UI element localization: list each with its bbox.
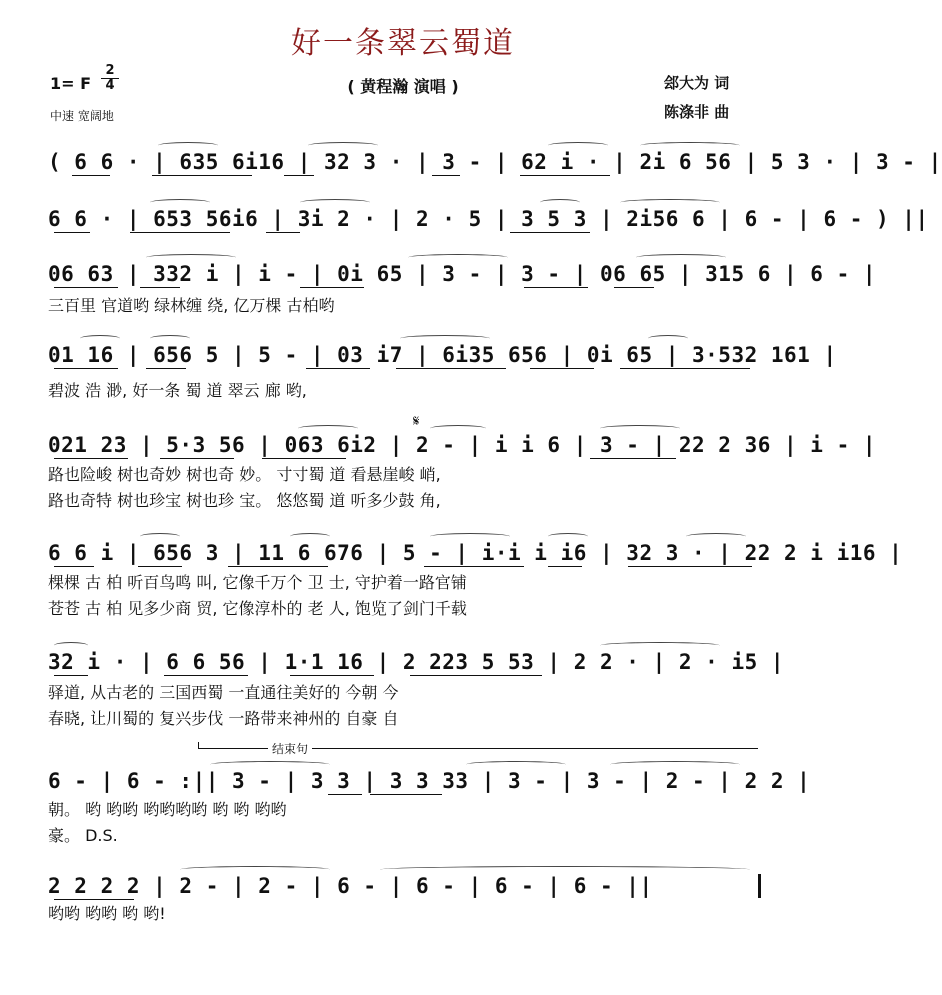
slur xyxy=(298,425,358,432)
beam xyxy=(54,287,118,288)
score-row-9 xyxy=(48,872,768,900)
beam xyxy=(54,368,118,369)
lyric-text: 碧波 浩 渺, 好一条 蜀 道 翠云 廊 哟, xyxy=(48,381,307,400)
lyric-text: 驿道, 从古老的 三国西蜀 一直通往美好的 今朝 今 xyxy=(48,683,399,702)
notation-line: 6 - | 6 - :|| 3 - | 3 3 | 3 3 33 | 3 - | 3 - | 2 - | 2 2 | xyxy=(48,769,811,793)
lyric-text: 棵棵 古 柏 听百鸟鸣 叫, 它像千万个 卫 士, 守护着一路官铺 xyxy=(48,573,467,592)
beam xyxy=(54,899,134,900)
beam xyxy=(614,287,654,288)
beam xyxy=(152,175,252,176)
notation-line: ( 6 6 · | 635 6i16 | 32 3 · | 3 - | 62 i · | 2i 6 56 | 5 3 · | 3 - | xyxy=(48,150,942,174)
lyric-line-1 xyxy=(48,296,768,316)
song-title: 好一条翠云蜀道 xyxy=(291,26,515,61)
slur xyxy=(640,142,740,149)
slur xyxy=(600,425,680,432)
notation-line: 6 6 · | 653 56i6 | 3i 2 · | 2 · 5 | 3 5 3 | 2i56 6 | 6 - | 6 - ) || xyxy=(48,207,929,231)
beam xyxy=(306,368,370,369)
lyric-text: 路也险峻 树也奇妙 树也奇 妙。 寸寸蜀 道 看悬崖峻 峭, xyxy=(48,465,441,484)
beam xyxy=(510,232,590,233)
beam xyxy=(290,675,374,676)
score-row-2 xyxy=(48,205,929,233)
score-row-7 xyxy=(48,648,785,676)
lyric-text: 春晓, 让川蜀的 复兴步伐 一路带来神州的 自豪 自 xyxy=(48,709,399,728)
notation-line: 2 2 2 2 | 2 - | 2 - | 6 - | 6 - | 6 - | 6 - || xyxy=(48,874,653,898)
slur xyxy=(430,425,486,432)
beam xyxy=(54,232,90,233)
slur xyxy=(610,761,740,768)
slur xyxy=(400,335,490,342)
slur xyxy=(308,142,378,149)
slur xyxy=(210,761,330,768)
slur xyxy=(150,335,190,342)
lyric-text: 哟哟 哟哟 哟 哟! xyxy=(48,904,166,923)
notation-line: 6 6 i | 656 3 | 11 6 676 | 5 - | i·i i i6 | 32 3 · | 22 2 i i16 | xyxy=(48,541,903,565)
slur xyxy=(150,199,210,206)
lyric-line-4 xyxy=(48,491,768,511)
beam xyxy=(432,175,460,176)
lyric-line-11 xyxy=(48,904,768,924)
lyric-line-6 xyxy=(48,599,768,619)
composer-credit: 陈涤非 曲 xyxy=(664,103,730,121)
beam xyxy=(138,566,182,567)
beam xyxy=(328,794,362,795)
time-signature xyxy=(101,64,119,93)
beam xyxy=(628,566,752,567)
beam xyxy=(284,175,314,176)
lyric-line-3 xyxy=(48,465,768,485)
lyric-line-7 xyxy=(48,683,768,703)
tempo-marking: 中速 宽阔地 xyxy=(50,109,114,123)
slur xyxy=(80,335,120,342)
slur xyxy=(290,533,330,540)
slur xyxy=(636,254,726,261)
slur xyxy=(548,142,608,149)
notation-line: 01 16 | 656 5 | 5 - | 03 i7 | 6i35 656 | 0i 65 | 3·532 161 | xyxy=(48,343,837,367)
slur xyxy=(466,761,566,768)
lyric-text: 朝。 哟 哟哟 哟哟哟哟 哟 哟 哟哟 xyxy=(48,800,287,819)
beam xyxy=(520,175,610,176)
beam xyxy=(300,287,364,288)
slur xyxy=(140,533,180,540)
score-row-6 xyxy=(48,539,903,567)
beam xyxy=(54,675,88,676)
beam xyxy=(54,458,128,459)
beam xyxy=(590,458,676,459)
beam xyxy=(530,368,594,369)
slur xyxy=(54,642,88,649)
final-barline xyxy=(758,874,761,898)
slur xyxy=(146,254,236,261)
beam xyxy=(140,287,180,288)
lyric-line-2 xyxy=(48,381,768,401)
beam xyxy=(370,794,442,795)
beam xyxy=(54,566,94,567)
slur xyxy=(180,866,330,873)
lyric-text: 路也奇特 树也珍宝 树也珍 宝。 悠悠蜀 道 听多少鼓 角, xyxy=(48,491,441,510)
lyric-line-10 xyxy=(48,826,768,846)
slur xyxy=(620,199,720,206)
beam xyxy=(396,368,506,369)
beam xyxy=(620,368,750,369)
score-row-5 xyxy=(48,431,877,459)
score-row-3 xyxy=(48,260,877,288)
slur xyxy=(686,533,746,540)
lyric-line-8 xyxy=(48,709,768,729)
time-signature-bottom: 4 xyxy=(101,78,119,93)
slur xyxy=(548,533,588,540)
slur xyxy=(540,199,580,206)
beam xyxy=(146,368,186,369)
beam xyxy=(72,175,110,176)
notation-line: 021 23 | 5·3 56 | 063 6i2 | 2 - | i i 6 | 3 - | 22 2 36 | i - | xyxy=(48,433,877,457)
beam xyxy=(160,458,234,459)
score-row-8 xyxy=(48,767,811,795)
singer-credit: ( 黄程瀚 演唱 ) xyxy=(347,77,459,96)
lyricist-credit: 郐大为 词 xyxy=(664,74,730,92)
beam xyxy=(164,675,248,676)
beam xyxy=(262,458,346,459)
beam xyxy=(524,287,588,288)
ending-label: 结束句 xyxy=(268,740,312,757)
lyric-text: 豪。 D.S. xyxy=(48,826,118,845)
time-signature-top: 2 xyxy=(105,63,115,78)
score-row-4 xyxy=(48,341,837,369)
beam xyxy=(228,566,328,567)
beam xyxy=(130,232,230,233)
slur xyxy=(158,142,218,149)
beam xyxy=(548,566,582,567)
key-signature: 1= F xyxy=(50,74,92,93)
beam xyxy=(410,675,542,676)
lyric-text: 苍苍 古 柏 见多少商 贸, 它像淳朴的 老 人, 饱览了剑门千载 xyxy=(48,599,467,618)
beam xyxy=(266,232,300,233)
slur xyxy=(380,866,750,873)
slur xyxy=(430,533,510,540)
score-row-1 xyxy=(48,148,942,176)
slur xyxy=(408,254,508,261)
notation-line: 32 i · | 6 6 56 | 1·1 16 | 2 223 5 53 | 2 2 · | 2 · i5 | xyxy=(48,650,785,674)
notation-line: 06 63 | 332 i | i - | 0i 65 | 3 - | 3 - | 06 65 | 315 6 | 6 - | xyxy=(48,262,877,286)
segno-icon: 𝄋 xyxy=(413,412,420,430)
slur xyxy=(600,642,720,649)
lyric-text: 三百里 官道哟 绿林缠 绕, 亿万棵 古柏哟 xyxy=(48,296,335,315)
slur xyxy=(648,335,688,342)
slur xyxy=(300,199,370,206)
lyric-line-5 xyxy=(48,573,768,593)
beam xyxy=(424,566,524,567)
lyric-line-9 xyxy=(48,800,768,820)
